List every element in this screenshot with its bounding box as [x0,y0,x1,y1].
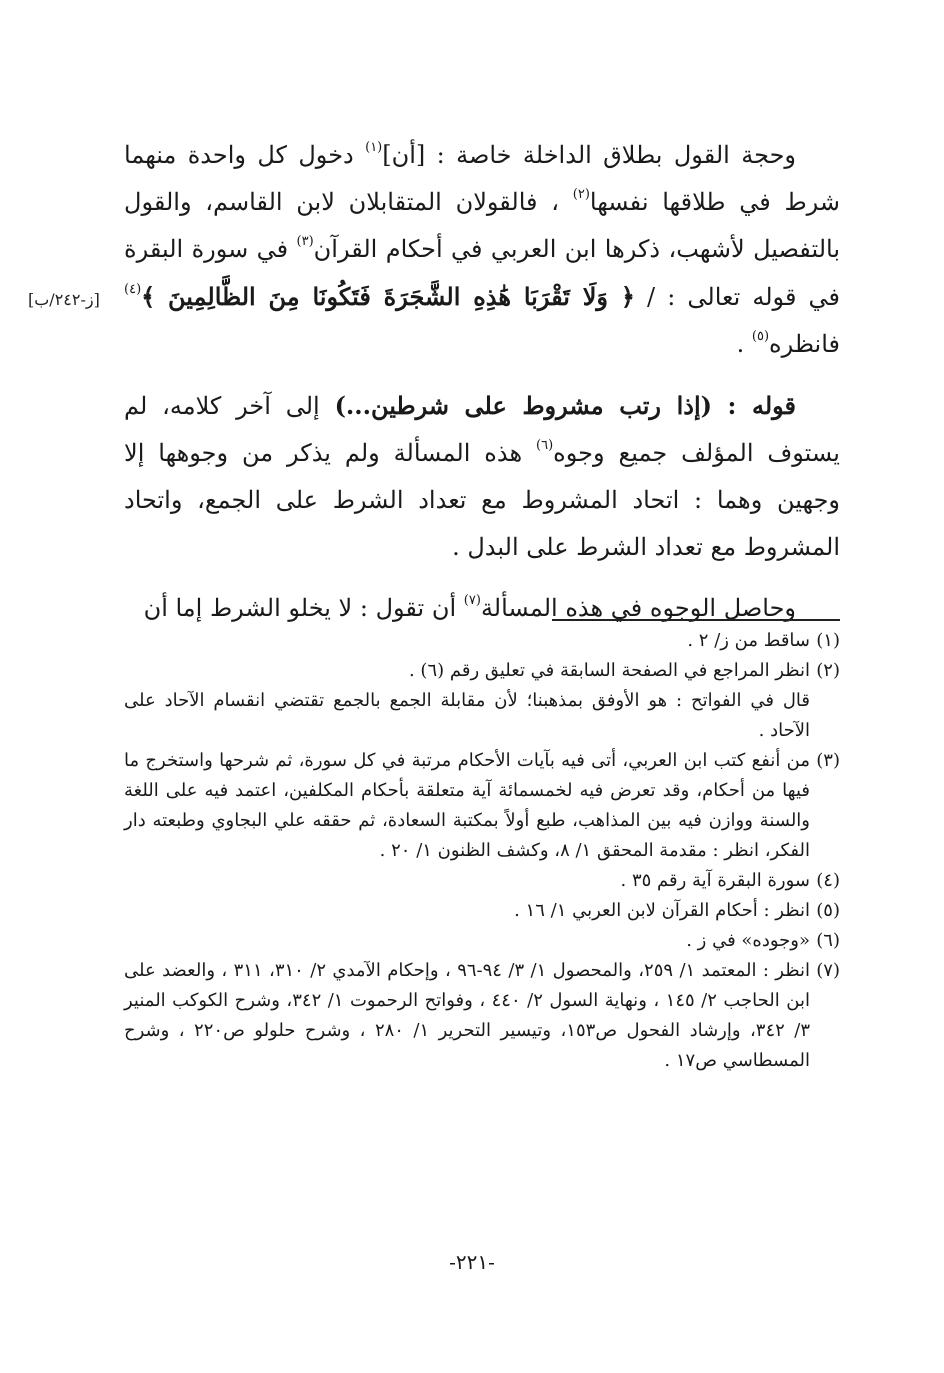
footnote-number: (٥) [816,900,840,921]
paragraph-3 [124,585,840,632]
footnote-number: (٤) [816,870,840,891]
text-run: وحاصل الوجوه في هذه المسألة [480,594,796,622]
paragraph-2 [124,382,840,571]
footnote-6 [124,926,840,956]
footnote-ref-7[interactable]: (٧) [463,593,481,608]
footnote-text: «وجوده» في ز . [686,930,810,951]
footnote-number: (٧) [816,960,840,981]
footnote-ref-5[interactable]: (٥) [751,329,770,344]
footnote-7 [124,956,840,1076]
text-run: . [736,330,752,358]
footnote-ref-4[interactable]: (٤) [124,282,142,297]
commentary-lead: قوله : [711,391,796,420]
text-run: وحجة القول بطلاق الداخلة خاصة : [أن] [382,141,796,169]
page-number: -٢٢١- [449,1250,495,1274]
footnote-2 [124,656,840,686]
footnote-ref-2[interactable]: (٢) [572,187,590,202]
footnote-text: ساقط من ز/ ٢ . [687,630,810,651]
footnote-text: انظر : أحكام القرآن لابن العربي ١/ ١٦ . [514,900,810,921]
main-text [124,132,840,632]
footnote-text: سورة البقرة آية رقم ٣٥ . [620,870,810,891]
footnote-1 [124,626,840,656]
text-run: إلى آخر كلامه، لم يستوف المؤلف جميع وجوه [124,392,840,467]
text-run: فانظره [769,330,840,358]
footnote-ref-1[interactable]: (١) [365,140,383,155]
footnote-separator [552,619,840,621]
footnote-text: انظر المراجع في الصفحة السابقة في تعليق رقم (٦) . [408,660,810,681]
footnote-2-continuation: قال في الفواتح : هو الأوفق بمذهبنا؛ لأن مقابلة الجمع بالجمع تقتضي انقسام الآحاد على الآحاد . [124,690,810,741]
footnote-number: (٦) [816,930,840,951]
paragraph-1 [124,132,840,368]
quoted-text: (إذا رتب مشروط على شرطين...) [334,391,712,420]
footnote-3 [124,746,840,866]
text-run: هذه المسألة ولم يذكر من وجوهها إلا وجهين وهما : اتحاد المشروط مع تعداد الشرط على الجمع، واتحاد المشروط مع تعداد الشرط على البدل . [124,439,840,561]
text-run: ، فالقولان المتقابلان لابن القاسم، والقول بالتفصيل لأشهب، ذكرها ابن العربي في أحكام القرآن [124,188,840,263]
footnote-number: (٣) [816,750,840,771]
quran-verse: ﴿ وَلَا تَقْرَبَا هَٰذِهِ الشَّجَرَةَ فَتَكُونَا مِنَ الظَّالِمِينَ ﴾ [141,282,635,311]
footnote-ref-3[interactable]: (٣) [296,234,314,249]
text-run: في سورة البقرة في قوله تعالى : / [124,235,840,311]
footnote-ref-6[interactable]: (٦) [536,438,554,453]
footnote-5 [124,896,840,926]
text-run: أن تقول : لا يخلو الشرط إما أن [143,594,464,622]
text-run: دخول كل واحدة منهما شرط في طلاقها نفسها [124,141,840,216]
footnote-text: انظر : المعتمد ١/ ٢٥٩، والمحصول ١/ ٣/ ٩٤-٩٦ ، وإحكام الآمدي ٢/ ٣١٠، ٣١١ ، والعضد على ابن الحاجب ٢/ ١٤٥ ، ونهاية السول ٢/ ٤٤٠ ، وفواتح الرحموت ١/ ٣٤٢، وشرح الكوكب المنير ٣/ ٣٤٢، وإرشاد الفحول ص١٥٣، وتيسير التحرير ١/ ٢٨٠ ، وشرح حلولو ص٢٢٠ ، وشرح المسطاسي ص١٧ . [124,960,811,1071]
footnote-number: (١) [816,630,840,651]
manuscript-margin-note: [ز-٢٤٢/ب] [28,290,100,309]
footnotes [124,626,840,1076]
footnote-4 [124,866,840,896]
footnote-number: (٢) [816,660,840,681]
footnote-text: من أنفع كتب ابن العربي، أتى فيه بآيات الأحكام مرتبة في كل سورة، ثم شرحها واستخرج ما فيها من أحكام، وقد تعرض فيه لخمسمائة آية متعلقة بأحكام المكلفين، اعتمد فيه على اللغة والسنة ووازن فيه بين المذاهب، طبع أولاً بمكتبة السعادة، ثم حققه علي البجاوي وطبعته دار الفكر، انظر : مقدمة المحقق ١/ ٨، وكشف الظنون ١/ ٢٠ . [124,750,810,861]
